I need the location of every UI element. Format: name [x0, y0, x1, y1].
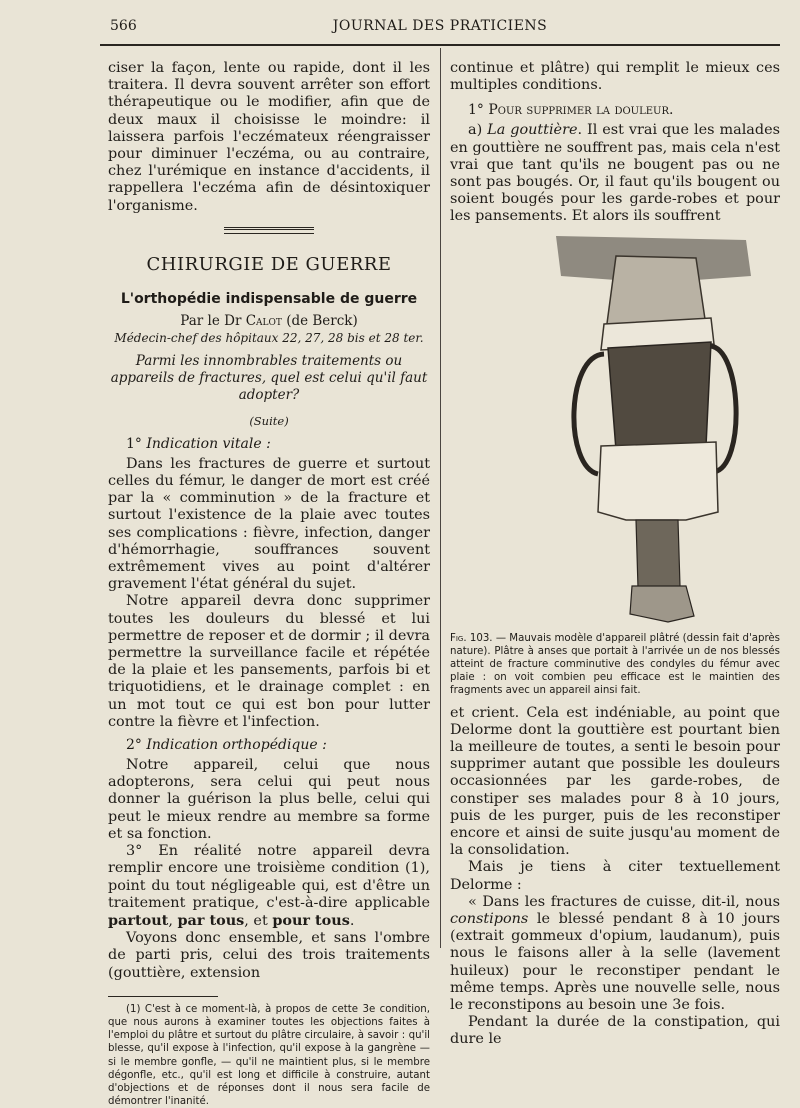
figure-caption [450, 632, 780, 697]
section-title: CHIRURGIE DE GUERRE [146, 253, 392, 275]
paragraph-gouttiere [450, 122, 780, 225]
journal-title: JOURNAL DES PRATICIENS [332, 18, 548, 34]
byline-suffix: (de Berck) [286, 312, 358, 329]
byline-prefix: Par le Dr [180, 312, 242, 329]
intro-paragraph: ciser la façon, lente ou rapide, dont il les traitera. Il devra souvent arrêter son effort thérapeutique ou le modifier, afin que de deux maux il choisisse le moindre: il laissera parfois l'eczémateux réengraisser pour diminuer l'eczéma, ou au contraire, chez l'urémique en instance d'accidents, il rappellera l'eczéma afin de désintoxiquer l'organisme. [108, 60, 430, 214]
paragraph: Notre appareil, celui que nous adopterons, sera celui qui peut nous donner la guérison la plus belle, celui qui peut le mieux rendre au membre sa forme et sa fonction. [108, 757, 430, 842]
text-run: a) [468, 122, 488, 139]
subheading-number: 1° [468, 102, 484, 119]
column-separator [440, 48, 441, 948]
figure-leg-cast [546, 236, 766, 626]
text-run: 3° En réalité notre appareil devra remplir encore une troisième condition (1), point du tout négligeable qui, est d'être un traitement pratique, c'est-à-dire applicable [108, 843, 430, 911]
text-run: « Dans les fractures de cuisse, dit-il, nous [468, 893, 780, 910]
left-handle [574, 354, 604, 474]
paragraph: Voyons donc ensemble, et sans l'ombre de parti pris, celui des trois traitements (gouttière, extension [108, 930, 430, 981]
paragraph: Dans les fractures de guerre et surtout celles du fémur, le danger de mort est créé par la « comminution » de la fracture et surtout l'existence de la plaie avec toutes ses complications : fièvre, infection, danger d'hémorrhagie, souffrances souvent extrêmement vives au point d'altérer gravement l'état général du sujet. [108, 455, 430, 593]
text-run: . [349, 912, 355, 929]
paragraph-third-condition [108, 843, 430, 930]
continued-note: (Suite) [249, 413, 289, 428]
foot-shape [630, 586, 694, 622]
byline-author: Calot [245, 312, 282, 329]
subheading-vital [108, 436, 430, 452]
subheading-orthopedic [108, 737, 430, 753]
section-divider [224, 227, 314, 234]
byline [108, 313, 430, 329]
subheading-number: 1° [126, 435, 142, 452]
text-run: le blessé pendant 8 à 10 jours (extrait gommeux d'opium, laudanum), puis nous le faisons aller à la selle (lavement huileux) pour le reconstiper pendant le même temps. Après une nouvelle selle, nous le reconstipons au besoin une 3e fois. [450, 911, 780, 1014]
quotation [450, 894, 780, 1014]
leg-cast-illustration [546, 236, 766, 626]
paragraph: continue et plâtre) qui remplit le mieux ces multiples conditions. [450, 60, 780, 94]
footnote: (1) C'est à ce moment-là, à propos de cette 3e condition, que nous aurons à examiner toutes les objections faites à l'emploi du plâtre et surtout du plâtre circulaire, à savoir : qu'il blesse, qu'il expose à l'infection, qu'il expose à la gangrène — si le membre gonfle, — qu'il ne maintient plus, si le membre dégonfle, etc., qu'il est long et difficile à construire, autant d'objections et de réponses dont il nous sera facile de démontrer l'inanité. [108, 1003, 430, 1108]
knee-shading [608, 342, 711, 450]
emphasis-gouttiere: La gouttière [487, 122, 578, 139]
left-column [108, 60, 430, 1108]
subheading-label: Indication orthopédique : [146, 737, 327, 754]
paragraph: et crient. Cela est indéniable, au point que Delorme dont la gouttière est pourtant bien la meilleure de toutes, a senti le besoin pour supprimer autant que possible les douleurs occasionnées par les garde-robes, de constiper ses malades pour 8 à 10 jours, puis de les purger, puis de les reconstiper encore et ainsi de suite jusqu'au moment de la consolidation. [450, 704, 780, 859]
subheading-number: 2° [126, 737, 142, 754]
emphasis-constipons: constipons [450, 911, 529, 928]
text-run: . Il est vrai que les malades en gouttière ne souffrent pas, mais cela n'est vrai que tant qu'ils ne bougent pas ou ne sont pas bougés. Or, il faut qu'ils bougent ou soient bougés pour les garde-robes et pour les pansements. Et alors ils souffrent [450, 122, 780, 225]
paragraph: Pendant la durée de la constipation, qui dure le [450, 1014, 780, 1048]
paragraph: Mais je tiens à citer textuellement Delorme : [450, 859, 780, 893]
footnote-rule [108, 996, 218, 997]
page-number: 566 [110, 18, 137, 34]
lower-cast-band [598, 442, 718, 520]
article-lede: Parmi les innombrables traitements ou appareils de fractures, quel est celui qu'il faut adopter? [110, 352, 428, 403]
emphasis-par-tous: par tous [177, 911, 245, 929]
caption-text: — Mauvais modèle d'appareil plâtré (dessin fait d'après nature). Plâtre à anses que portait à l'arrivée un de nos blessés atteint de fracture comminutive des condyles du fémur avec plaie : on voit combien peu efficace est le maintien des fragments avec un appareil ainsi fait. [450, 632, 780, 696]
figure-label: Fig. 103. [450, 632, 493, 644]
text-run: , [168, 912, 178, 929]
emphasis-partout: partout [108, 911, 169, 929]
text-run: , et [244, 912, 273, 929]
header-rule [100, 44, 780, 46]
emphasis-pour-tous: pour tous [272, 911, 350, 929]
article-title: L'orthopédie indispensable de guerre [120, 290, 418, 307]
shin-shape [636, 520, 680, 588]
right-column [450, 60, 780, 1049]
author-affiliation: Médecin-chef des hôpitaux 22, 27, 28 bis et 28 ter. [114, 330, 424, 345]
subheading-label: Pour supprimer la douleur. [488, 102, 674, 119]
subheading-label: Indication vitale : [146, 435, 271, 452]
subheading-pain [450, 102, 780, 118]
paragraph: Notre appareil devra donc supprimer toutes les douleurs du blessé et lui permettre de reposer et de dormir ; il devra permettre la surveillance facile et répétée de la plaie et les pansements, parfois bi et triquotidiens, et le drainage complet : en un mot tout ce qui est bon pour lutter contre la fièvre et l'infection. [108, 593, 430, 730]
running-header [100, 18, 780, 40]
